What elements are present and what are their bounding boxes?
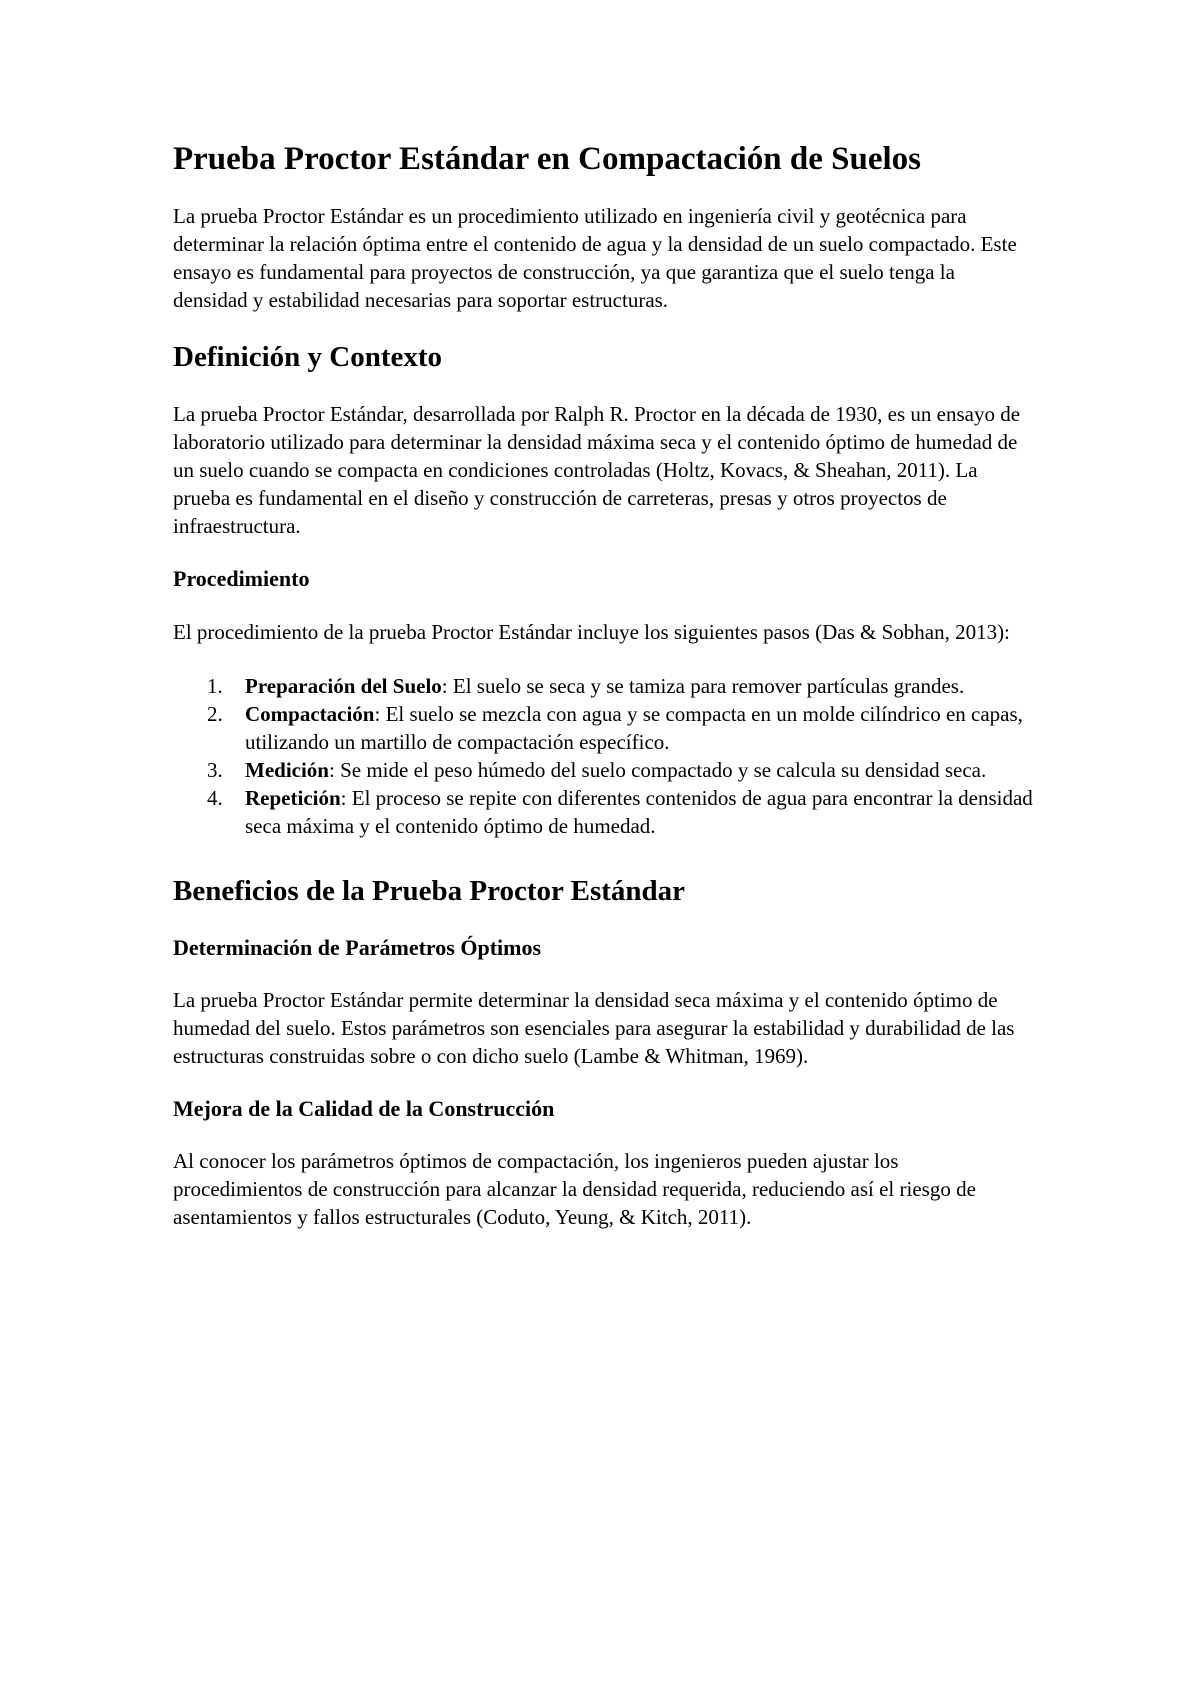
parametros-paragraph: La prueba Proctor Estándar permite determinar la densidad seca máxima y el contenido óptimo de humedad del suelo. Estos parámetros son esenciales para asegurar la estabilidad y durabilidad de las estructuras construidas sobre o con dicho suelo (Lambe & Whitman, 1969). (173, 987, 1015, 1068)
list-item-text: : Se mide el peso húmedo del suelo compactado y se calcula su densidad seca. (329, 757, 987, 782)
list-item-number: 4. (207, 785, 223, 810)
list-item-number: 3. (207, 757, 223, 782)
procedimiento-paragraph: El procedimiento de la prueba Proctor Estándar incluye los siguientes pasos (Das & Sobhan, 2013): (173, 619, 1010, 644)
list-item-number: 1. (207, 673, 223, 698)
list-item-text: : El suelo se mezcla con agua y se compacta en un molde cilíndrico en capas, utilizando un martillo de compactación específico. (245, 701, 1023, 754)
procedure-steps-list (173, 672, 1033, 840)
definicion-paragraph: La prueba Proctor Estándar, desarrollada por Ralph R. Proctor en la década de 1930, es un ensayo de laboratorio utilizado para determinar la densidad máxima seca y el contenido óptimo de humedad de un suelo cuando se compacta en condiciones controladas (Holtz, Kovacs, & Sheahan, 2011). La prueba es fundamental en el diseño y construcción de carreteras, presas y otros proyectos de infraestructura. (173, 402, 1021, 539)
subsection-heading-parametros: Determinación de Parámetros Óptimos (173, 934, 542, 960)
list-item (173, 784, 1033, 840)
document-title: Prueba Proctor Estándar en Compactación de Suelos (173, 141, 921, 177)
subsection-heading-procedimiento: Procedimiento (173, 566, 310, 592)
calidad-paragraph: Al conocer los parámetros óptimos de compactación, los ingenieros pueden ajustar los procedimientos de construcción para alcanzar la densidad requerida, reduciendo así el riesgo de asentamientos y fallos estructurales (Coduto, Yeung, & Kitch, 2011). (173, 1149, 976, 1230)
list-item-text: : El proceso se repite con diferentes contenidos de agua para encontrar la densidad seca máxima y el contenido óptimo de humedad. (245, 785, 1033, 838)
section-heading-definicion: Definición y Contexto (173, 340, 443, 373)
list-item (173, 700, 1033, 756)
list-item-text: : El suelo se seca y se tamiza para remover partículas grandes. (441, 673, 965, 698)
intro-paragraph: La prueba Proctor Estándar es un procedimiento utilizado en ingeniería civil y geotécnica para determinar la relación óptima entre el contenido de agua y la densidad de un suelo compactado. Este ensayo es fundamental para proyectos de construcción, ya que garantiza que el suelo tenga la densidad y estabilidad necesarias para soportar estructuras. (173, 203, 1017, 312)
list-item-term: Preparación del Suelo (245, 673, 442, 698)
list-item-term: Medición (245, 757, 329, 782)
list-item-number: 2. (207, 701, 223, 726)
section-heading-beneficios: Beneficios de la Prueba Proctor Estándar (173, 874, 686, 907)
list-item (173, 756, 1033, 784)
list-item-term: Compactación (245, 701, 375, 726)
subsection-heading-calidad: Mejora de la Calidad de la Construcción (173, 1095, 555, 1121)
document-page (173, 140, 1033, 1257)
list-item (173, 672, 1033, 700)
list-item-term: Repetición (245, 785, 341, 810)
